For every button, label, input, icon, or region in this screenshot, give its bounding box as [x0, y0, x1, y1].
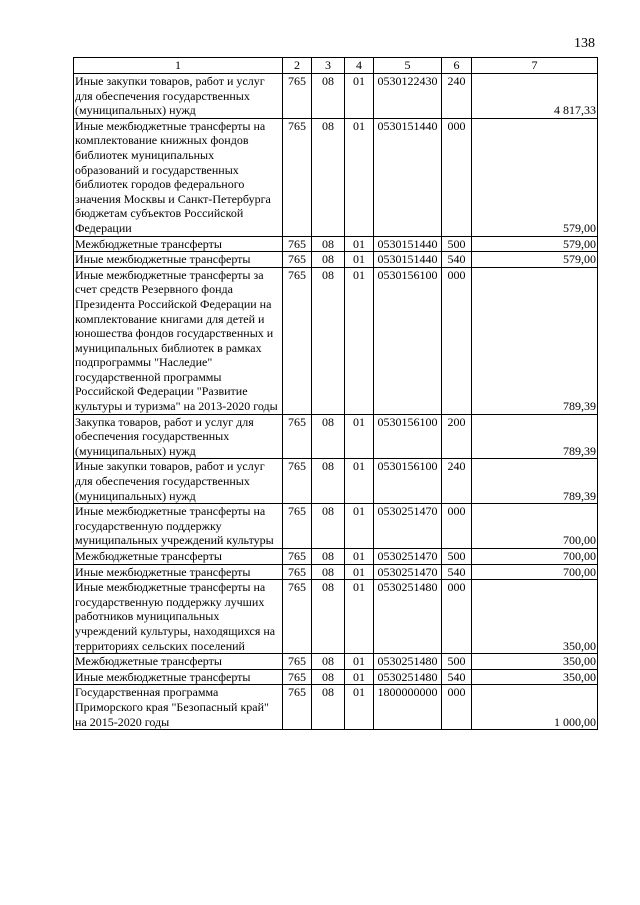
section-code-cell: 08	[312, 267, 345, 414]
subsection-code-cell: 01	[345, 669, 374, 685]
table-row	[74, 236, 598, 252]
amount-cell: 350,00	[472, 669, 598, 685]
admin-code-cell: 765	[283, 459, 312, 504]
amount-cell: 789,39	[472, 459, 598, 504]
admin-code-cell: 765	[283, 74, 312, 119]
section-code-cell: 08	[312, 236, 345, 252]
expense-type-code-cell: 240	[442, 74, 472, 119]
header-cell: 1	[74, 58, 283, 74]
admin-code-cell: 765	[283, 669, 312, 685]
amount-cell: 1 000,00	[472, 685, 598, 730]
subsection-code-cell: 01	[345, 580, 374, 654]
table-row	[74, 669, 598, 685]
table-row	[74, 549, 598, 565]
header-row	[74, 58, 598, 74]
expense-type-code-cell: 540	[442, 669, 472, 685]
target-article-code-cell: 0530251470	[374, 564, 442, 580]
amount-cell: 700,00	[472, 549, 598, 565]
section-code-cell: 08	[312, 564, 345, 580]
admin-code-cell: 765	[283, 267, 312, 414]
expense-type-code-cell: 500	[442, 236, 472, 252]
amount-cell: 700,00	[472, 564, 598, 580]
table-row	[74, 564, 598, 580]
admin-code-cell: 765	[283, 580, 312, 654]
item-name-cell: Иные межбюджетные трансферты за счет средств Резервного фонда Президента Российской Федерации на комплектование книгами для детей и юношества фондов государственных и муниципальных библиотек в рамках подпрограммы "Наследие" государственной программы Российской Федерации "Развитие культуры и туризма" на 2013-2020 годы	[74, 267, 283, 414]
header-cell: 5	[374, 58, 442, 74]
subsection-code-cell: 01	[345, 414, 374, 459]
subsection-code-cell: 01	[345, 459, 374, 504]
item-name-cell: Иные межбюджетные трансферты	[74, 669, 283, 685]
admin-code-cell: 765	[283, 118, 312, 236]
item-name-cell: Межбюджетные трансферты	[74, 654, 283, 670]
section-code-cell: 08	[312, 580, 345, 654]
section-code-cell: 08	[312, 252, 345, 268]
table-row	[74, 504, 598, 549]
amount-cell: 579,00	[472, 252, 598, 268]
subsection-code-cell: 01	[345, 74, 374, 119]
target-article-code-cell: 0530251480	[374, 669, 442, 685]
section-code-cell: 08	[312, 654, 345, 670]
subsection-code-cell: 01	[345, 654, 374, 670]
admin-code-cell: 765	[283, 654, 312, 670]
expense-type-code-cell: 000	[442, 685, 472, 730]
table-row	[74, 654, 598, 670]
expense-type-code-cell: 000	[442, 504, 472, 549]
admin-code-cell: 765	[283, 252, 312, 268]
item-name-cell: Государственная программа Приморского края "Безопасный край" на 2015-2020 годы	[74, 685, 283, 730]
subsection-code-cell: 01	[345, 118, 374, 236]
amount-cell: 579,00	[472, 236, 598, 252]
expense-type-code-cell: 000	[442, 267, 472, 414]
table-row	[74, 459, 598, 504]
expense-type-code-cell: 240	[442, 459, 472, 504]
subsection-code-cell: 01	[345, 549, 374, 565]
section-code-cell: 08	[312, 118, 345, 236]
amount-cell: 789,39	[472, 414, 598, 459]
table-body	[74, 74, 598, 730]
subsection-code-cell: 01	[345, 267, 374, 414]
item-name-cell: Иные закупки товаров, работ и услуг для обеспечения государственных (муниципальных) нужд	[74, 74, 283, 119]
header-cell: 6	[442, 58, 472, 74]
header-cell: 3	[312, 58, 345, 74]
budget-table	[73, 57, 598, 730]
table-row	[74, 267, 598, 414]
section-code-cell: 08	[312, 669, 345, 685]
item-name-cell: Иные межбюджетные трансферты на комплектование книжных фондов библиотек муниципальных образований и государственных библиотек городов федерального значения Москвы и Санкт-Петербурга бюджетам субъектов Российской Федерации	[74, 118, 283, 236]
target-article-code-cell: 0530151440	[374, 118, 442, 236]
item-name-cell: Межбюджетные трансферты	[74, 549, 283, 565]
expense-type-code-cell: 500	[442, 654, 472, 670]
target-article-code-cell: 0530156100	[374, 267, 442, 414]
subsection-code-cell: 01	[345, 252, 374, 268]
expense-type-code-cell: 500	[442, 549, 472, 565]
amount-cell: 4 817,33	[472, 74, 598, 119]
target-article-code-cell: 0530156100	[374, 414, 442, 459]
item-name-cell: Иные межбюджетные трансферты на государственную поддержку муниципальных учреждений культуры	[74, 504, 283, 549]
table-row	[74, 685, 598, 730]
expense-type-code-cell: 000	[442, 580, 472, 654]
admin-code-cell: 765	[283, 414, 312, 459]
item-name-cell: Закупка товаров, работ и услуг для обеспечения государственных (муниципальных) нужд	[74, 414, 283, 459]
table-row	[74, 414, 598, 459]
subsection-code-cell: 01	[345, 504, 374, 549]
amount-cell: 350,00	[472, 654, 598, 670]
item-name-cell: Межбюджетные трансферты	[74, 236, 283, 252]
item-name-cell: Иные межбюджетные трансферты на государственную поддержку лучших работников муниципальных учреждений культуры, находящихся на территориях сельских поселений	[74, 580, 283, 654]
target-article-code-cell: 0530156100	[374, 459, 442, 504]
target-article-code-cell: 0530151440	[374, 252, 442, 268]
amount-cell: 700,00	[472, 504, 598, 549]
expense-type-code-cell: 200	[442, 414, 472, 459]
target-article-code-cell: 0530251470	[374, 549, 442, 565]
item-name-cell: Иные закупки товаров, работ и услуг для обеспечения государственных (муниципальных) нужд	[74, 459, 283, 504]
expense-type-code-cell: 540	[442, 252, 472, 268]
target-article-code-cell: 0530151440	[374, 236, 442, 252]
target-article-code-cell: 0530251480	[374, 580, 442, 654]
table-row	[74, 118, 598, 236]
page-number: 138	[574, 36, 595, 51]
amount-cell: 579,00	[472, 118, 598, 236]
amount-cell: 789,39	[472, 267, 598, 414]
admin-code-cell: 765	[283, 504, 312, 549]
expense-type-code-cell: 540	[442, 564, 472, 580]
subsection-code-cell: 01	[345, 236, 374, 252]
section-code-cell: 08	[312, 459, 345, 504]
section-code-cell: 08	[312, 685, 345, 730]
admin-code-cell: 765	[283, 549, 312, 565]
target-article-code-cell: 0530251470	[374, 504, 442, 549]
header-cell: 2	[283, 58, 312, 74]
section-code-cell: 08	[312, 414, 345, 459]
admin-code-cell: 765	[283, 236, 312, 252]
item-name-cell: Иные межбюджетные трансферты	[74, 564, 283, 580]
section-code-cell: 08	[312, 74, 345, 119]
target-article-code-cell: 0530122430	[374, 74, 442, 119]
section-code-cell: 08	[312, 504, 345, 549]
subsection-code-cell: 01	[345, 564, 374, 580]
section-code-cell: 08	[312, 549, 345, 565]
expense-type-code-cell: 000	[442, 118, 472, 236]
admin-code-cell: 765	[283, 564, 312, 580]
subsection-code-cell: 01	[345, 685, 374, 730]
table-row	[74, 252, 598, 268]
table-row	[74, 580, 598, 654]
target-article-code-cell: 1800000000	[374, 685, 442, 730]
header-cell: 7	[472, 58, 598, 74]
target-article-code-cell: 0530251480	[374, 654, 442, 670]
item-name-cell: Иные межбюджетные трансферты	[74, 252, 283, 268]
amount-cell: 350,00	[472, 580, 598, 654]
table-row	[74, 74, 598, 119]
admin-code-cell: 765	[283, 685, 312, 730]
header-cell: 4	[345, 58, 374, 74]
